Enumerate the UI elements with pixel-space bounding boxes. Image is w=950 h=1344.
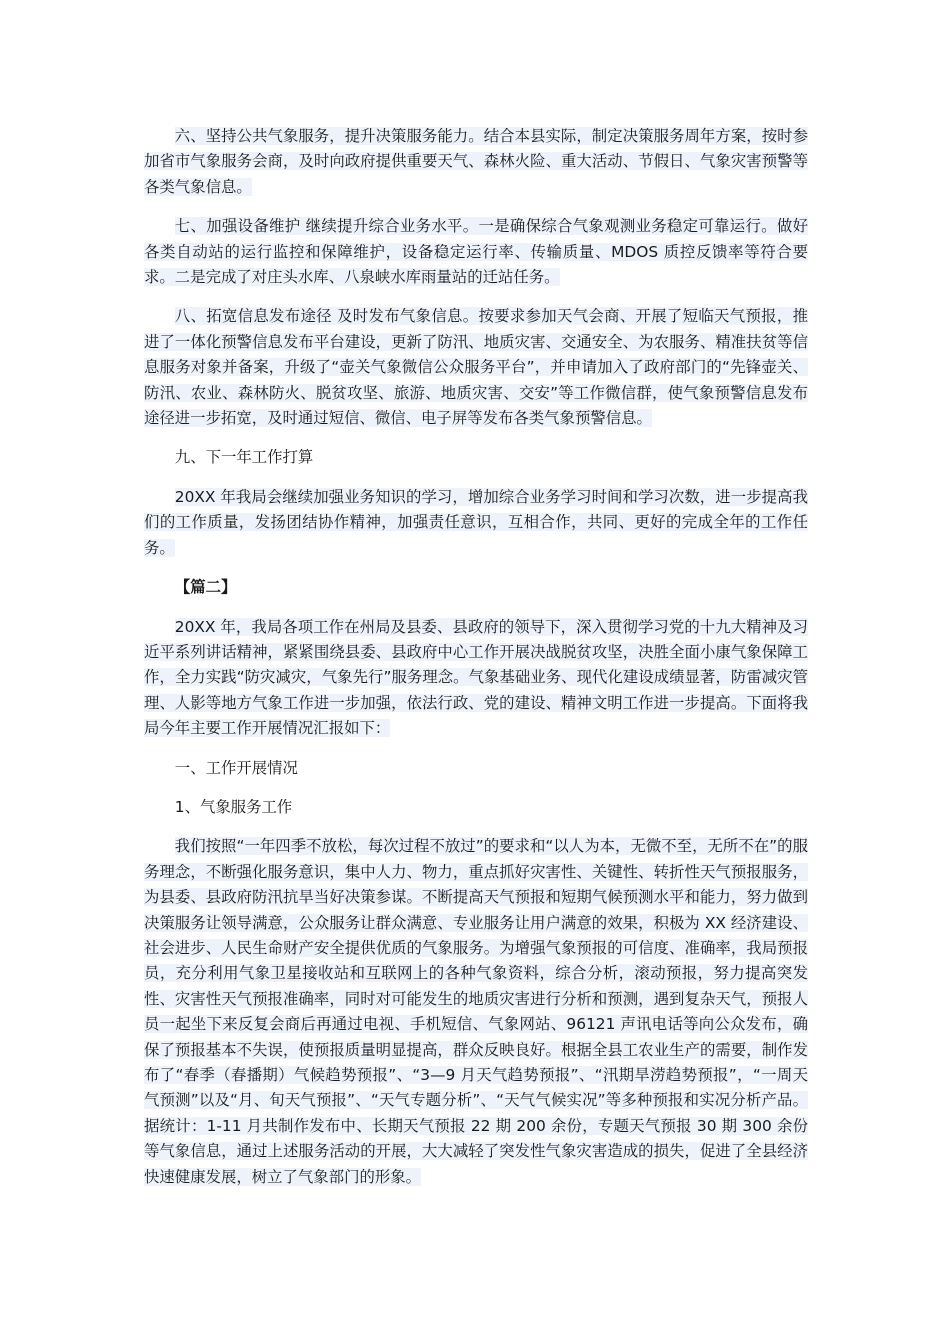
paragraph-next-year-text: 20XX 年我局会继续加强业务知识的学习，增加综合业务学习时间和学习次数，进一步提高我们的工作质量，发扬团结协作精神，加强责任意识，互相合作，共同、更好的完成全年的工作任务。 <box>144 487 808 557</box>
document-body <box>144 124 808 1204</box>
paragraph-eight-text: 八、拓宽信息发布途径 及时发布气象信息。按要求参加天气会商、开展了短临天气预报，推进了一体化预警信息发布平台建设，更新了防汛、地质灾害、交通安全、为农服务、精准扶贫等信息服务对象并备案，升级了“壶关气象微信公众服务平台”，并申请加入了政府部门的“先锋壶关、防汛、农业、森林防火、脱贫攻坚、旅游、地质灾害、交安”等工作微信群，使气象预警信息发布途径进一步拓宽，及时通过短信、微信、电子屏等发布各类气象预警信息。 <box>144 307 808 428</box>
heading-weather-service <box>144 795 808 820</box>
paragraph-part-two-intro-text: 20XX 年，我局各项工作在州局及县委、县政府的领导下，深入贯彻学习党的十九大精神及习近平系列讲话精神，紧紧围绕县委、县政府中心工作开展决战脱贫攻坚，决胜全面小康气象保障工作，全力实践“防灾减灾，气象先行”服务理念。气象基础业务、现代化建设成绩显著，防雷减灾管理、人影等地方气象工作进一步加强，依法行政、党的建设、精神文明工作进一步提高。下面将我局今年主要工作开展情况汇报如下： <box>144 617 808 738</box>
paragraph-weather-service <box>144 834 808 1190</box>
paragraph-seven <box>144 214 808 290</box>
heading-work-progress <box>144 756 808 781</box>
paragraph-part-two-intro <box>144 615 808 742</box>
paragraph-weather-service-text: 我们按照“一年四季不放松，每次过程不放过”的要求和“以人为本，无微不至，无所不在”的服务理念，不断强化服务意识，集中人力、物力，重点抓好灾害性、关键性、转折性天气预报服务，为县委、县政府防汛抗旱当好决策参谋。不断提高天气预报和短期气候预测水平和能力，努力做到决策服务让领导满意，公众服务让群众满意、专业服务让用户满意的效果，积极为 XX 经济建设、社会进步、人民生命财产安全提供优质的气象服务。为增强气象预报的可信度、准确率，我局预报员，充分利用气象卫星接收站和互联网上的各种气象资料，综合分析，滚动预报，努力提高突发性、灾害性天气预报准确率，同时对可能发生的地质灾害进行分析和预测，遇到复杂天气，预报人员一起坐下来反复会商后再通过电视、手机短信、气象网站、96121 声讯电话等向公众发布，确保了预报基本不失误，使预报质量明显提高，群众反映良好。根据全县工农业生产的需要，制作发布了“春季（春播期）气候趋势预报”、“3—9 月天气趋势预报”、“汛期旱涝趋势预报”，“一周天气预测”以及“月、旬天气预报”、“天气专题分析”、“天气气候实况”等多种预报和实况分析产品。据统计：1-11 月共制作发布中、长期天气预报 22 期 200 余份，专题天气预报 30 期 300 余份等气象信息，通过上述服务活动的开展，大大减轻了突发性气象灾害造成的损失，促进了全县经济快速健康发展，树立了气象部门的形象。 <box>144 837 808 1186</box>
paragraph-next-year <box>144 485 808 561</box>
heading-work-progress-text: 一、工作开展情况 <box>174 758 298 777</box>
paragraph-six-text: 六、坚持公共气象服务，提升决策服务能力。结合本县实际，制定决策服务周年方案，按时参加省市气象服务会商，及时向政府提供重要天气、森林火险、重大活动、节假日、气象灾害预警等各类气象信息。 <box>144 127 808 196</box>
heading-next-year-plan <box>144 445 808 470</box>
heading-weather-service-text: 1、气象服务工作 <box>174 797 293 816</box>
paragraph-eight <box>144 304 808 431</box>
section-marker-part-two <box>144 575 808 600</box>
section-marker-part-two-text: 【篇二】 <box>174 578 237 597</box>
paragraph-seven-text: 七、加强设备维护 继续提升综合业务水平。一是确保综合气象观测业务稳定可靠运行。做好各类自动站的运行监控和保障维护，设备稳定运行率、传输质量、MDOS 质控反馈率等符合要求。二是完成了对庄头水库、八泉峡水库雨量站的迁站任务。 <box>144 217 808 287</box>
heading-next-year-plan-text: 九、下一年工作打算 <box>174 448 314 467</box>
paragraph-six <box>144 124 808 200</box>
